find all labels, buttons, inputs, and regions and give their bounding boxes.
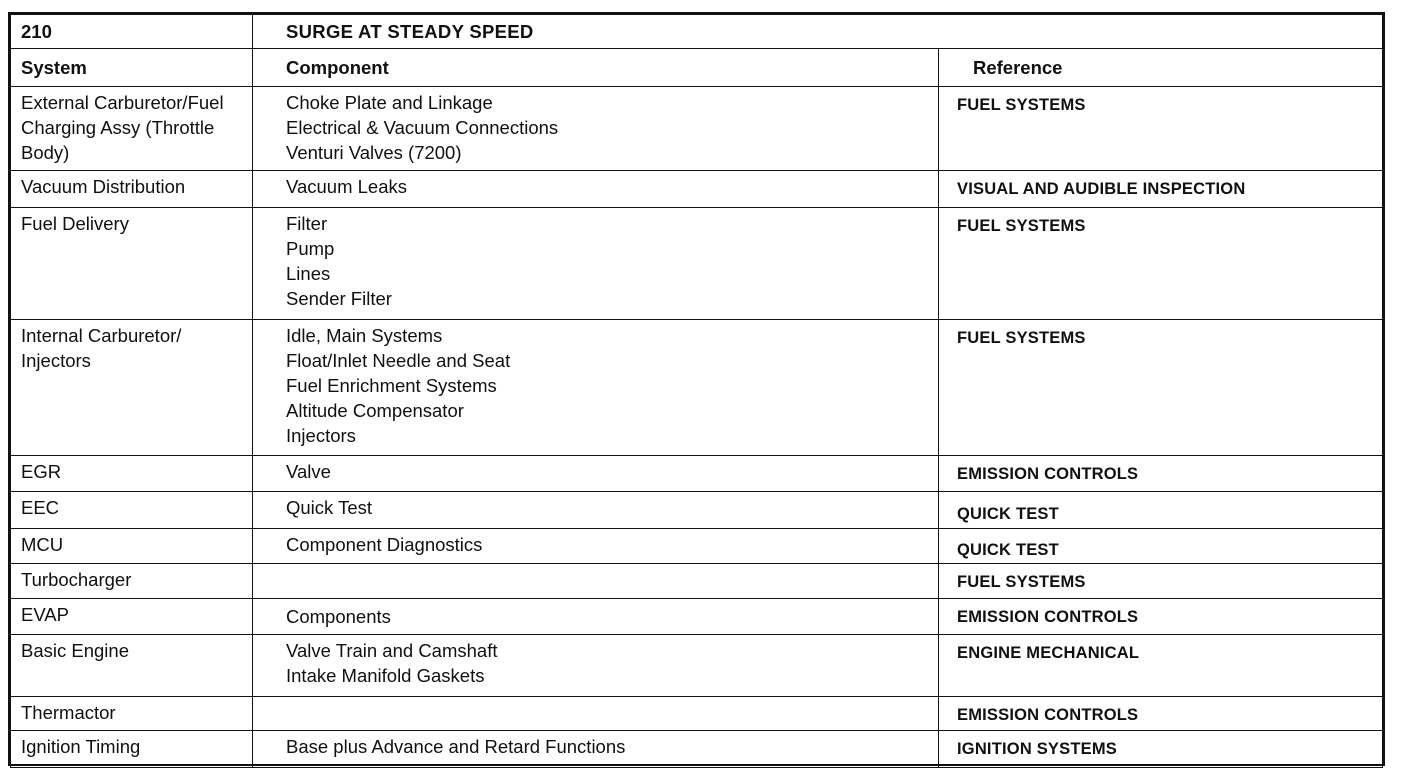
- table-row: [11, 87, 1383, 171]
- component-cell: [253, 208, 939, 320]
- table-row: [11, 208, 1383, 320]
- reference-cell: FUEL SYSTEMS: [939, 208, 1383, 320]
- table-row: [11, 635, 1383, 697]
- component-item: Injectors: [286, 425, 356, 446]
- reference-cell: QUICK TEST: [939, 492, 1383, 529]
- component-item: Valve Train and Camshaft: [286, 640, 498, 661]
- component-item: Quick Test: [286, 497, 373, 518]
- component-cell: [253, 697, 939, 731]
- reference-cell: QUICK TEST: [939, 529, 1383, 564]
- system-cell: EEC: [11, 492, 253, 529]
- header-system: System: [11, 49, 253, 87]
- table-row: [11, 564, 1383, 599]
- table-row: [11, 492, 1383, 529]
- component-item: Idle, Main Systems: [286, 325, 443, 346]
- title-row: [11, 15, 1383, 49]
- reference-cell: ENGINE MECHANICAL: [939, 635, 1383, 697]
- table-row: [11, 731, 1383, 768]
- component-item: Intake Manifold Gaskets: [286, 665, 485, 686]
- component-cell: [253, 320, 939, 456]
- reference-cell: EMISSION CONTROLS: [939, 599, 1383, 635]
- diagnostic-table: [10, 14, 1383, 768]
- system-cell: EVAP: [11, 599, 253, 635]
- reference-cell: FUEL SYSTEMS: [939, 320, 1383, 456]
- system-cell: [11, 320, 253, 456]
- reference-cell: VISUAL AND AUDIBLE INSPECTION: [939, 171, 1383, 208]
- procedure-title: SURGE AT STEADY SPEED: [253, 15, 1383, 49]
- component-item: Sender Filter: [286, 288, 392, 309]
- reference-cell: IGNITION SYSTEMS: [939, 731, 1383, 768]
- system-cell: Fuel Delivery: [11, 208, 253, 320]
- system-cell: Turbocharger: [11, 564, 253, 599]
- reference-cell: EMISSION CONTROLS: [939, 697, 1383, 731]
- system-cell: Ignition Timing: [11, 731, 253, 768]
- component-cell: [253, 635, 939, 697]
- component-item: Valve: [286, 461, 331, 482]
- system-label: External Carburetor/Fuel Charging Assy (Throttle Body): [21, 92, 224, 163]
- component-cell: [253, 564, 939, 599]
- procedure-code: 210: [11, 15, 253, 49]
- system-cell: Vacuum Distribution: [11, 171, 253, 208]
- table-row: [11, 171, 1383, 208]
- component-item: Altitude Compensator: [286, 400, 464, 421]
- component-item: Component Diagnostics: [286, 534, 483, 555]
- reference-cell: EMISSION CONTROLS: [939, 456, 1383, 492]
- diagnostic-table-sheet: [8, 12, 1385, 766]
- component-cell: [253, 456, 939, 492]
- header-reference: Reference: [939, 49, 1383, 87]
- system-cell: Basic Engine: [11, 635, 253, 697]
- component-item: Vacuum Leaks: [286, 176, 407, 197]
- component-item: Filter: [286, 213, 328, 234]
- component-cell: [253, 171, 939, 208]
- system-cell: MCU: [11, 529, 253, 564]
- header-component: Component: [253, 49, 939, 87]
- table-row: [11, 529, 1383, 564]
- reference-cell: FUEL SYSTEMS: [939, 564, 1383, 599]
- reference-cell: FUEL SYSTEMS: [939, 87, 1383, 171]
- system-cell: Thermactor: [11, 697, 253, 731]
- component-item: Float/Inlet Needle and Seat: [286, 350, 511, 371]
- component-item: Base plus Advance and Retard Functions: [286, 736, 626, 757]
- system-cell: EGR: [11, 456, 253, 492]
- component-item: Electrical & Vacuum Connections: [286, 117, 559, 138]
- component-item: Components: [286, 606, 391, 627]
- table-row: [11, 599, 1383, 635]
- header-row: [11, 49, 1383, 87]
- table-row: [11, 320, 1383, 456]
- component-item: Venturi Valves (7200): [286, 142, 462, 163]
- component-item: Pump: [286, 238, 335, 259]
- component-item: Choke Plate and Linkage: [286, 92, 493, 113]
- component-cell: [253, 492, 939, 529]
- component-cell: [253, 731, 939, 768]
- system-label: Internal Carburetor/ Injectors: [21, 325, 182, 371]
- table-row: [11, 697, 1383, 731]
- component-item: Lines: [286, 263, 331, 284]
- table-row: [11, 456, 1383, 492]
- component-cell: [253, 87, 939, 171]
- system-cell: [11, 87, 253, 171]
- component-cell: [253, 599, 939, 635]
- component-item: Fuel Enrichment Systems: [286, 375, 497, 396]
- component-cell: [253, 529, 939, 564]
